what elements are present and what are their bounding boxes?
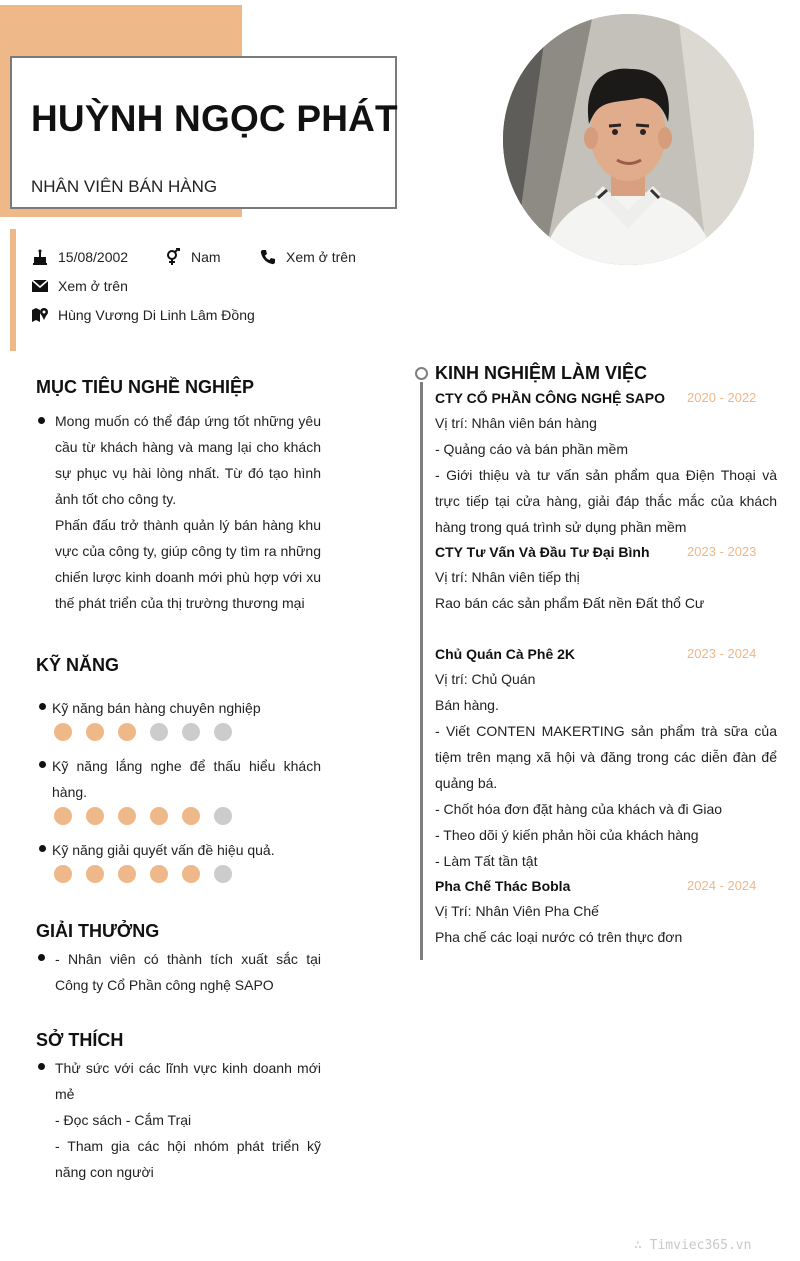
job-detail-line: Vị Trí: Nhân Viên Pha Chế — [435, 903, 599, 919]
company-name: CTY Tư Vấn Và Đầu Tư Đại Bình — [435, 544, 650, 560]
job-details — [435, 564, 777, 616]
contact-phone — [258, 248, 356, 266]
hobbies-line: - Đọc sách - Cắm Trại — [55, 1112, 192, 1128]
rating-dot-empty — [182, 723, 200, 741]
rating-dot-empty — [214, 723, 232, 741]
job-detail-line: - Giới thiệu và tư vấn sản phẩm qua Điện Thoại và trực tiếp tại cửa hàng, giải đáp thắc mắc của khách hàng trong quá trình sử dụng phần mềm — [435, 467, 777, 535]
birthday-cake-icon — [30, 248, 50, 266]
contact-gender — [163, 248, 221, 266]
rating-dot-filled — [54, 865, 72, 883]
hobbies-title: SỞ THÍCH — [36, 1030, 124, 1050]
objective-text: Mong muốn có thể đáp ứng tốt những yêu cầu từ khách hàng và mang lại cho khách sự phục vụ hài lòng nhất. Từ đó tạo hình ảnh tốt cho công ty. — [55, 413, 321, 507]
name-box — [10, 56, 397, 209]
birthday-text: 15/08/2002 — [58, 249, 129, 265]
skill-label: Kỹ năng lắng nghe để thấu hiểu khách hàng. — [52, 758, 321, 800]
job-detail-line: - Quảng cáo và bán phần mềm — [435, 441, 629, 457]
bullet — [38, 417, 45, 424]
job-period: 2020 - 2022 — [687, 390, 757, 405]
rating-dot-filled — [182, 807, 200, 825]
timeline-marker — [415, 367, 428, 380]
contact-address — [30, 306, 255, 324]
skill-rating — [54, 865, 246, 883]
rating-dot-filled — [86, 807, 104, 825]
rating-dot-filled — [86, 865, 104, 883]
skill-label: Kỹ năng bán hàng chuyên nghiệp — [52, 700, 261, 716]
rating-dot-filled — [86, 723, 104, 741]
job-period: 2023 - 2024 — [687, 646, 757, 661]
skill-label: Kỹ năng giải quyết vấn đề hiệu quả. — [52, 842, 275, 858]
rating-dot-filled — [54, 723, 72, 741]
job-detail-line: - Làm Tất tần tật — [435, 853, 538, 869]
job-details — [435, 410, 777, 540]
bullet — [39, 845, 46, 852]
awards-text: - Nhân viên có thành tích xuất sắc tại Công ty Cổ Phần công nghệ SAPO — [55, 951, 321, 993]
phone-text: Xem ở trên — [286, 249, 356, 265]
job-detail-line: Vị trí: Nhân viên bán hàng — [435, 415, 597, 431]
contact-accent-bar — [10, 229, 16, 351]
hobbies-line: Thử sức với các lĩnh vực kinh doanh mới mẻ — [55, 1060, 321, 1102]
company-name: CTY CỔ PHẦN CÔNG NGHỆ SAPO — [435, 390, 665, 406]
job-detail-line: Rao bán các sản phẩm Đất nền Đất thổ Cư — [435, 595, 705, 611]
experience-title: KINH NGHIỆM LÀM VIỆC — [435, 363, 648, 383]
hobbies-line: - Tham gia các hội nhóm phát triển kỹ năng con người — [55, 1138, 321, 1180]
company-name: Pha Chế Thác Bobla — [435, 878, 571, 894]
job-details — [435, 898, 777, 950]
gender-icon — [163, 248, 183, 266]
portrait-illustration — [503, 14, 754, 265]
bullet — [38, 1063, 45, 1070]
map-pin-icon — [30, 306, 50, 324]
job-detail-line: Bán hàng. — [435, 697, 499, 713]
job-detail-line: Vị trí: Chủ Quán — [435, 671, 536, 687]
company-name: Chủ Quán Cà Phê 2K — [435, 646, 576, 662]
address-text: Hùng Vương Di Linh Lâm Đồng — [58, 307, 255, 323]
job-detail-line: Vị trí: Nhân viên tiếp thị — [435, 569, 580, 585]
bullet — [39, 703, 46, 710]
email-text: Xem ở trên — [58, 278, 128, 294]
job-period: 2023 - 2023 — [687, 544, 757, 559]
rating-dot-empty — [214, 865, 232, 883]
rating-dot-filled — [118, 865, 136, 883]
phone-icon — [258, 248, 278, 266]
rating-dot-filled — [54, 807, 72, 825]
job-detail-line: Pha chế các loại nước có trên thực đơn — [435, 929, 683, 945]
skills-title: KỸ NĂNG — [36, 655, 120, 675]
bullet — [38, 954, 45, 961]
contact-email — [30, 277, 128, 295]
rating-dot-empty — [214, 807, 232, 825]
rating-dot-filled — [150, 865, 168, 883]
rating-dot-filled — [150, 807, 168, 825]
envelope-icon — [30, 277, 50, 295]
bullet — [39, 761, 46, 768]
skill-rating — [54, 807, 246, 825]
rating-dot-empty — [150, 723, 168, 741]
objective-title: MỤC TIÊU NGHỀ NGHIỆP — [36, 377, 255, 397]
job-details — [435, 666, 777, 874]
objective-text-2: Phấn đấu trở thành quản lý bán hàng khu vực của công ty, giúp công ty tìm ra những chiến lược kinh doanh mới phù hợp với xu thế phát triển của thị trường thương mại — [55, 517, 321, 611]
rating-dot-filled — [118, 723, 136, 741]
job-title: NHÂN VIÊN BÁN HÀNG — [31, 177, 218, 196]
watermark: ∴ Timviec365.vn — [634, 1238, 752, 1253]
awards-title: GIẢI THƯỞNG — [36, 921, 160, 941]
job-detail-line: - Chốt hóa đơn đặt hàng của khách và đi Giao — [435, 801, 723, 817]
contact-birthday — [30, 248, 128, 266]
job-detail-line: - Theo dõi ý kiến phản hồi của khách hàng — [435, 827, 699, 843]
rating-dot-filled — [182, 865, 200, 883]
candidate-name: HUỲNH NGỌC PHÁT — [31, 98, 398, 139]
job-detail-line: - Viết CONTEN MAKERTING sản phẩm trà sữa của tiệm trên mạng xã hội và đăng trong các diễn đàn để quảng bá. — [435, 723, 777, 791]
rating-dot-filled — [118, 807, 136, 825]
job-period: 2024 - 2024 — [687, 878, 757, 893]
skill-rating — [54, 723, 246, 741]
gender-text: Nam — [191, 249, 221, 265]
timeline-line — [420, 382, 423, 960]
profile-photo — [503, 14, 754, 265]
